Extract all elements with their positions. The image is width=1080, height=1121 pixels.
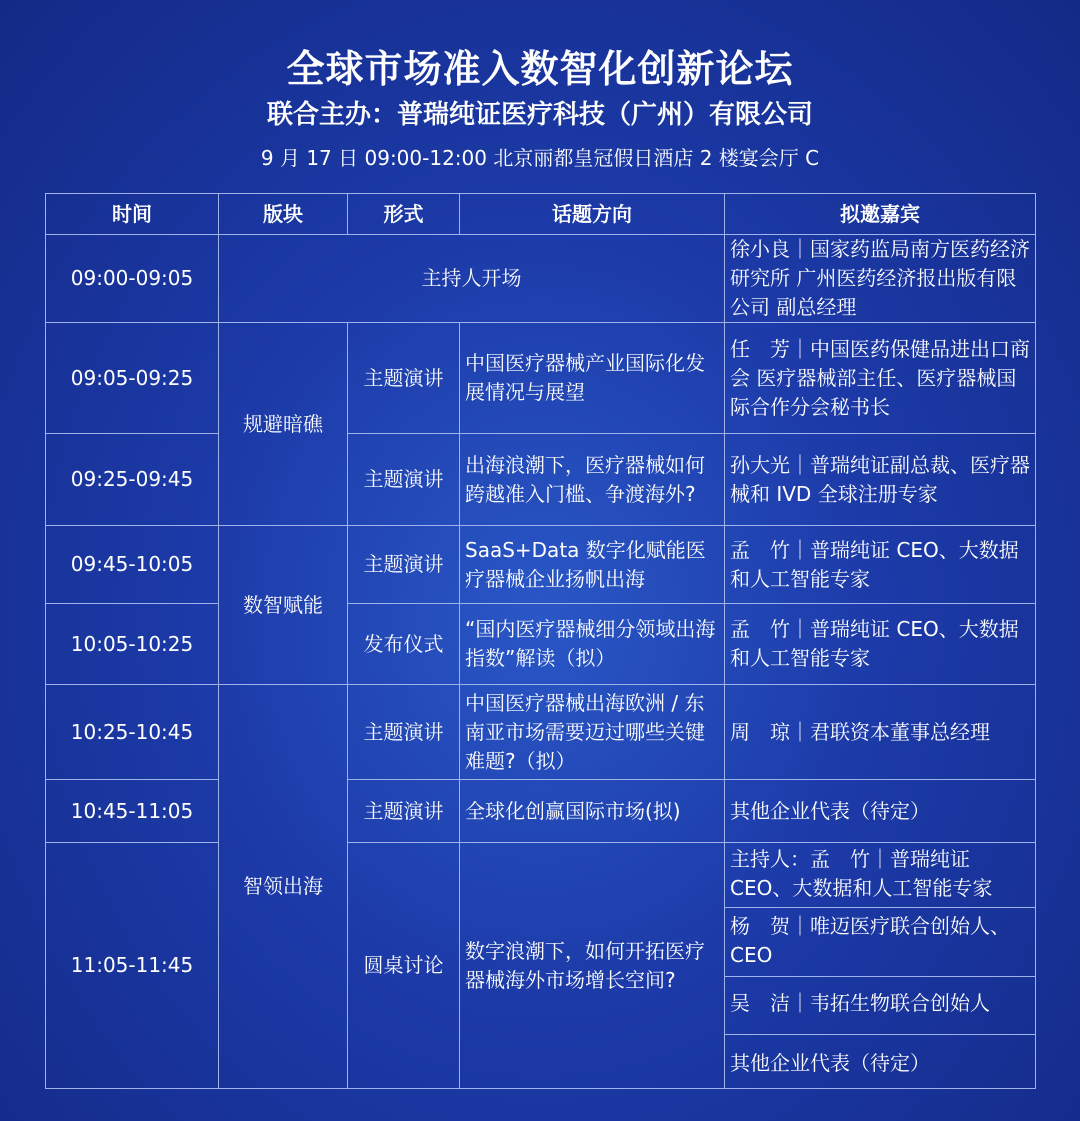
guest-cell: 任 芳｜中国医药保健品进出口商会 医疗器械部主任、医疗器械国际合作分会秘书长 [725,323,1036,434]
format-cell: 发布仪式 [348,604,460,685]
table-header-row [46,194,1036,235]
guest-item: 杨 贺｜唯迈医疗联合创始人、CEO [725,907,1035,976]
page-title: 全球市场准入数智化创新论坛 [286,47,794,91]
format-cell: 主题演讲 [348,526,460,604]
topic-cell: 中国医疗器械出海欧洲 / 东南亚市场需要迈过哪些关键难题?（拟） [460,685,725,780]
section-cell: 智领出海 [219,685,348,1089]
header-topic: 话题方向 [460,194,725,235]
format-cell: 主题演讲 [348,780,460,843]
guest-item: 主持人：孟 竹｜普瑞纯证 CEO、大数据和人工智能专家 [730,847,993,900]
guest-cell: 孙大光｜普瑞纯证副总裁、医疗器械和 IVD 全球注册专家 [725,434,1036,526]
time-cell: 09:25-09:45 [46,434,219,526]
table-row [46,434,1036,526]
topic-cell: 中国医疗器械产业国际化发展情况与展望 [460,323,725,434]
table-row [46,685,1036,780]
time-cell: 09:00-09:05 [46,235,219,323]
guest-cell: 孟 竹｜普瑞纯证 CEO、大数据和人工智能专家 [725,604,1036,685]
table-row [46,604,1036,685]
table-row [46,235,1036,323]
guest-cell [725,843,1036,1089]
topic-cell: 主持人开场 [219,235,725,323]
guest-cell: 周 琼｜君联资本董事总经理 [725,685,1036,780]
page-subtitle: 联合主办：普瑞纯证医疗科技（广州）有限公司 [266,100,813,130]
time-cell: 09:05-09:25 [46,323,219,434]
table-row [46,843,1036,1089]
guest-item: 吴 洁｜韦拓生物联合创始人 [725,976,1035,1034]
time-cell: 10:45-11:05 [46,780,219,843]
header-format: 形式 [348,194,460,235]
topic-cell: 数字浪潮下，如何开拓医疗器械海外市场增长空间? [460,843,725,1089]
header-guest: 拟邀嘉宾 [725,194,1036,235]
topic-cell: 出海浪潮下，医疗器械如何跨越准入门槛、争渡海外? [460,434,725,526]
event-info: 9 月 17 日 09:00-12:00 北京丽都皇冠假日酒店 2 楼宴会厅 C [260,146,820,170]
header-section: 版块 [219,194,348,235]
guest-cell: 孟 竹｜普瑞纯证 CEO、大数据和人工智能专家 [725,526,1036,604]
format-cell: 主题演讲 [348,434,460,526]
guest-item: 其他企业代表（待定） [725,1034,1035,1088]
table-row [46,323,1036,434]
guest-cell: 其他企业代表（待定） [725,780,1036,843]
time-cell: 11:05-11:45 [46,843,219,1089]
topic-cell: “国内医疗器械细分领域出海指数”解读（拟） [460,604,725,685]
topic-cell: 全球化创赢国际市场(拟) [460,780,725,843]
section-cell: 数智赋能 [219,526,348,685]
format-cell: 主题演讲 [348,685,460,780]
header-time: 时间 [46,194,219,235]
time-cell: 10:25-10:45 [46,685,219,780]
guest-cell: 徐小良｜国家药监局南方医药经济研究所 广州医药经济报出版有限公司 副总经理 [725,235,1036,323]
agenda-table [45,193,1036,1089]
table-row [46,526,1036,604]
time-cell: 09:45-10:05 [46,526,219,604]
format-cell: 圆桌讨论 [348,843,460,1089]
time-cell: 10:05-10:25 [46,604,219,685]
table-row [46,780,1036,843]
topic-cell: SaaS+Data 数字化赋能医疗器械企业扬帆出海 [460,526,725,604]
section-cell: 规避暗礁 [219,323,348,526]
format-cell: 主题演讲 [348,323,460,434]
